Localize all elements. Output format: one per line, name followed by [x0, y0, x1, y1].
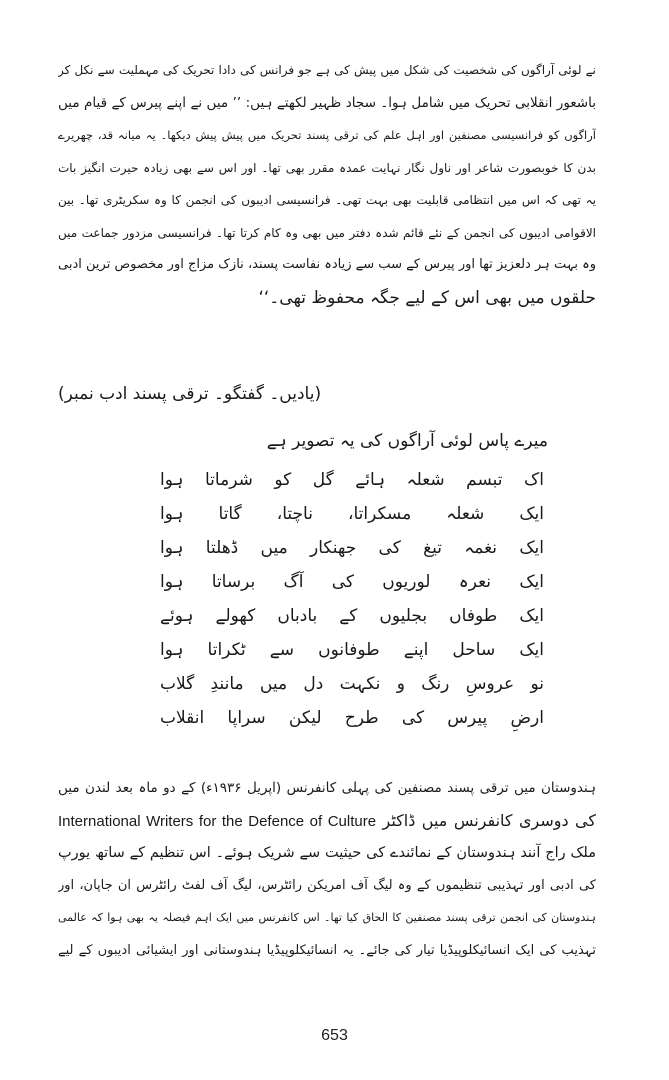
poem-line: ایک نغمہ تیغ کی جھنکار میں ڈھلتا ہوا: [160, 538, 544, 558]
poem-line: ایک طوفاں بجلیوں کے بادباں کھولے ہوئے: [160, 606, 544, 626]
text-line: تہذیب کی ایک انسائیکلوپیڈیا تیار کی جائے۔ یہ انسائیکلوپیڈیا ہندوستانی اور ایشیائی ادیبوں کے لیے: [58, 942, 596, 958]
text-line-mixed: [58, 805, 596, 838]
text-line: حلقوں میں بھی اس کے لیے جگہ محفوظ تھی۔‘‘: [258, 287, 596, 308]
text-line: یہ تھی کہ اس میں انتظامی قابلیت بھی بہت تھی۔ فرانسیسی ادیبوں کی انجمن کا وہ سکریٹری تھا۔ بین: [58, 193, 596, 207]
text-line: ہندوستان میں ترقی پسند مصنفین کی پہلی کانفرنس (اپریل ۱۹۳۶ء) کے دو ماہ بعد لندن میں: [58, 780, 596, 796]
text-fragment-english: International Writers for the Defence of Culture: [58, 812, 377, 830]
text-line: بدن کا خوبصورت شاعر اور ناول نگار نہایت عمدہ مقرر بھی تھا۔ اور اس سے بھی زیادہ حیرت انگیز بات: [58, 160, 596, 175]
text-line: ملک راج آنند ہندوستان کے نمائندے کی حیثیت سے شریک ہوئے۔ اس تنظیم کے ساتھ یورپ: [58, 845, 596, 861]
source-citation: (یادیں۔ گفتگو۔ ترقی پسند ادب نمبر): [58, 384, 322, 404]
text-line: کی ادبی اور تہذیبی تنظیموں کے وہ لیگ آف امریکن رائٹرس، لیگ آف لفٹ رائٹرس ان جاپان، اور: [58, 877, 596, 893]
poem-line: ارضِ پیرس کی طرح لیکن سراپا انقلاب: [160, 708, 544, 728]
poem-line: اک تبسم شعلہ ہائے گل کو شرماتا ہوا: [160, 470, 544, 490]
poem-line: ایک ساحل اپنے طوفانوں سے ٹکراتا ہوا: [160, 640, 544, 660]
text-line: باشعور انقلابی تحریک میں شامل ہوا۔ سجاد ظہیر لکھتے ہیں: ’’ میں نے اپنے پیرس کے قیام میں: [58, 94, 596, 111]
poem-line: نو عروسِ رنگ و نکہت دل میں مانندِ گلاب: [160, 674, 544, 694]
paragraph-2: [58, 772, 596, 967]
poem: [160, 463, 544, 735]
poem-intro: میرے پاس لوئی آراگوں کی یہ تصویر ہے: [266, 431, 548, 451]
poem-line: ایک نعرہ لوریوں کی آگ برساتا ہوا: [160, 572, 544, 592]
text-line: نے لوئی آراگوں کی شخصیت کی شکل میں پیش کی ہے جو فرانس کی دادا تحریک کی مہملیت سے نکل کر: [58, 63, 596, 77]
text-line: آراگوں کو فرانسیسی مصنفین اور اہل علم کی ترقی پسند تحریک میں پیش پیش دیکھا۔ یہ میانہ قد، چھریرے: [58, 128, 596, 142]
text-fragment-urdu: کی دوسری کانفرنس میں ڈاکٹر: [382, 810, 596, 830]
paragraph-1: [58, 54, 596, 314]
text-line: وہ بہت ہر دلعزیز تھا اور پیرس کے سب سے زیادہ نفاست پسند، نازک مزاج اور مخصوص ترین ادبی: [58, 257, 596, 272]
text-line: الاقوامی ادیبوں کی انجمن کے نئے قائم شدہ دفتر میں بھی وہ کام کرتا تھا۔ فرانسیسی مزدور جماعت میں: [58, 225, 596, 240]
text-line: ہندوستان کی انجمن ترقی پسند مصنفین کا الحاق کیا تھا۔ اس کانفرنس میں ایک اہم فیصلہ یہ بھی ہوا کہ عالمی: [58, 911, 596, 924]
page-number: 653: [321, 1027, 348, 1044]
poem-line: ایک شعلہ مسکراتا، ناچتا، گاتا ہوا: [160, 504, 544, 524]
